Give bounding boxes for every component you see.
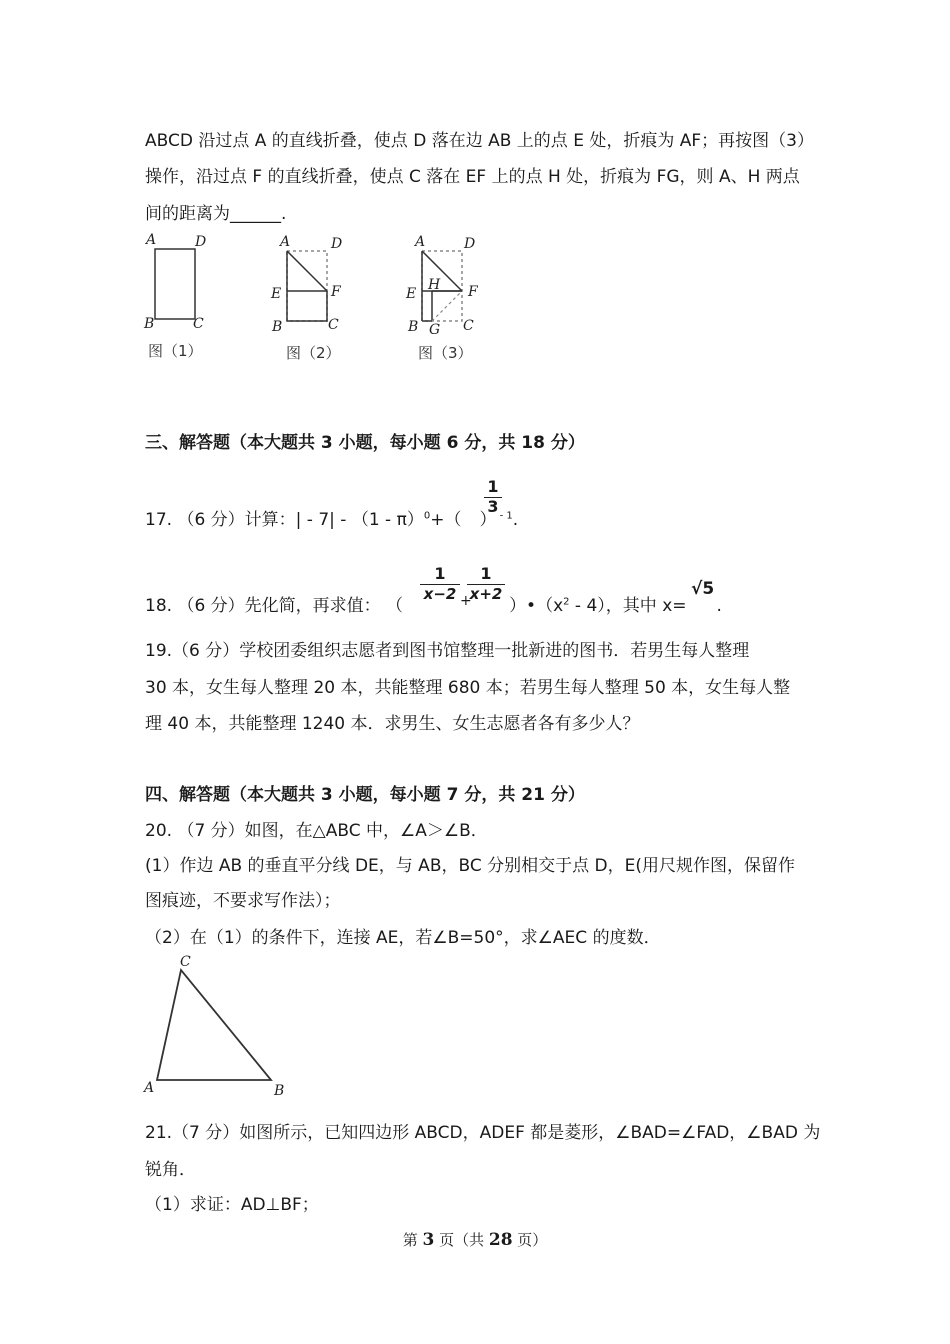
p17-exp0: 0 bbox=[423, 510, 431, 522]
p20-line1: 20. （7 分）如图，在△ABC 中，∠A＞∠B． bbox=[145, 821, 488, 841]
p20-line4: （2）在（1）的条件下，连接 AE，若∠B=50°，求∠AEC 的度数． bbox=[145, 928, 661, 948]
fig1-label-c: C bbox=[193, 316, 204, 332]
tri-label-c: C bbox=[180, 954, 191, 970]
p18-end: . bbox=[716, 596, 722, 616]
fig3-label-b: B bbox=[408, 319, 419, 335]
fig3-label-g: G bbox=[429, 322, 441, 338]
fig1-label-a: A bbox=[146, 232, 157, 248]
problem-17 bbox=[145, 505, 518, 530]
p18-exp2: 2 bbox=[563, 596, 570, 608]
p18-prefix: 18. （6 分）先化简，再求值： （ bbox=[145, 596, 404, 616]
p21-line1: 21.（7 分）如图所示，已知四边形 ABCD，ADEF 都是菱形，∠BAD=∠FAD，∠BAD 为 bbox=[145, 1123, 821, 1143]
section3-heading: 三、解答题（本大题共 3 小题，每小题 6 分，共 18 分） bbox=[145, 433, 585, 453]
fig2-label-e: E bbox=[271, 286, 282, 302]
p21-line2: 锐角． bbox=[145, 1160, 196, 1180]
p18-plus: + bbox=[460, 593, 472, 609]
p17-close: ） bbox=[479, 510, 497, 530]
figure-2 bbox=[270, 234, 342, 362]
fig1-label-b: B bbox=[144, 316, 155, 332]
figure-3 bbox=[405, 234, 479, 362]
fig3-label-d: D bbox=[464, 236, 476, 252]
p18-f2-num: 1 bbox=[480, 564, 492, 583]
tri-label-b: B bbox=[274, 1083, 285, 1099]
footer-post: 页） bbox=[512, 1231, 548, 1249]
p18-fraction-1 bbox=[420, 564, 460, 603]
p17-prefix: 17. （6 分）计算： bbox=[145, 510, 296, 530]
p18-sqrt5: √5 bbox=[691, 579, 715, 599]
p17-frac-den: 3 bbox=[484, 497, 502, 516]
p16-line1: ABCD 沿过点 A 的直线折叠，使点 D 落在边 AB 上的点 E 处，折痕为 AF；再按图（3） bbox=[145, 131, 814, 151]
fig3-caption: 图（3） bbox=[418, 344, 473, 362]
triangle-abc-figure bbox=[140, 950, 300, 1100]
fig3-label-a: A bbox=[415, 234, 426, 250]
footer-page-number: 3 bbox=[422, 1230, 435, 1250]
p17-fraction bbox=[482, 477, 504, 516]
p17-exp-neg1: - 1 bbox=[496, 510, 513, 522]
triangle-abc bbox=[157, 970, 271, 1080]
fig2-label-f: F bbox=[331, 284, 341, 300]
p21-line3: （1）求证：AD⊥BF； bbox=[145, 1195, 319, 1215]
p19-line3: 理 40 本，共能整理 1240 本．求男生、女生志愿者各有多少人？ bbox=[145, 714, 640, 734]
p17-mid: - （1 - π） bbox=[334, 510, 424, 530]
fig2-label-a: A bbox=[280, 234, 291, 250]
section4-heading: 四、解答题（本大题共 3 小题，每小题 7 分，共 21 分） bbox=[145, 785, 585, 805]
p18-mid: ）•（x bbox=[509, 596, 564, 616]
fig2-label-b: B bbox=[272, 319, 283, 335]
p18-f1-den: x−2 bbox=[420, 584, 460, 603]
p17-abs: | - 7| bbox=[295, 510, 335, 530]
p16-line2: 操作，沿过点 F 的直线折叠，使点 C 落在 EF 上的点 H 处，折痕为 FG，则 A、H 两点 bbox=[145, 167, 800, 187]
page-footer bbox=[0, 1229, 950, 1250]
fig3-label-f: F bbox=[468, 284, 478, 300]
p19-line1: 19.（6 分）学校团委组织志愿者到图书馆整理一批新进的图书．若男生每人整理 bbox=[145, 641, 750, 661]
fig3-label-h: H bbox=[428, 277, 441, 293]
footer-total-pages: 28 bbox=[488, 1230, 513, 1250]
p17-end: . bbox=[512, 510, 519, 530]
p18-fraction-2 bbox=[467, 564, 505, 603]
tri-label-a: A bbox=[144, 1080, 155, 1096]
fig2-caption: 图（2） bbox=[286, 344, 341, 362]
p18-f2-den: x+2 bbox=[467, 584, 505, 603]
p18-cond: - 4），其中 x= bbox=[569, 596, 687, 616]
fig3-label-c: C bbox=[463, 318, 474, 334]
fold-figures bbox=[140, 228, 490, 373]
fig2-label-c: C bbox=[328, 317, 339, 333]
figure-1 bbox=[143, 232, 206, 360]
p17-frac-num: 1 bbox=[487, 477, 499, 496]
fig1-label-d: D bbox=[195, 234, 207, 250]
p20-line2: (1）作边 AB 的垂直平分线 DE，与 AB，BC 分别相交于点 D，E(用尺规作图，保留作 bbox=[145, 856, 795, 876]
fig3-label-e: E bbox=[406, 286, 417, 302]
p16-line3: 间的距离为______. bbox=[145, 204, 287, 224]
footer-pre: 第 bbox=[402, 1231, 423, 1249]
p17-plus: +（ bbox=[430, 510, 462, 530]
p20-line3: 图痕迹，不要求写作法）； bbox=[145, 891, 341, 911]
fig2-label-d: D bbox=[331, 236, 343, 252]
fig1-caption: 图（1） bbox=[148, 342, 203, 360]
p19-line2: 30 本，女生每人整理 20 本，共能整理 680 本；若男生每人整理 50 本，女生每人整 bbox=[145, 678, 791, 698]
p18-f1-num: 1 bbox=[434, 564, 446, 583]
footer-mid: 页（共 bbox=[434, 1231, 489, 1249]
